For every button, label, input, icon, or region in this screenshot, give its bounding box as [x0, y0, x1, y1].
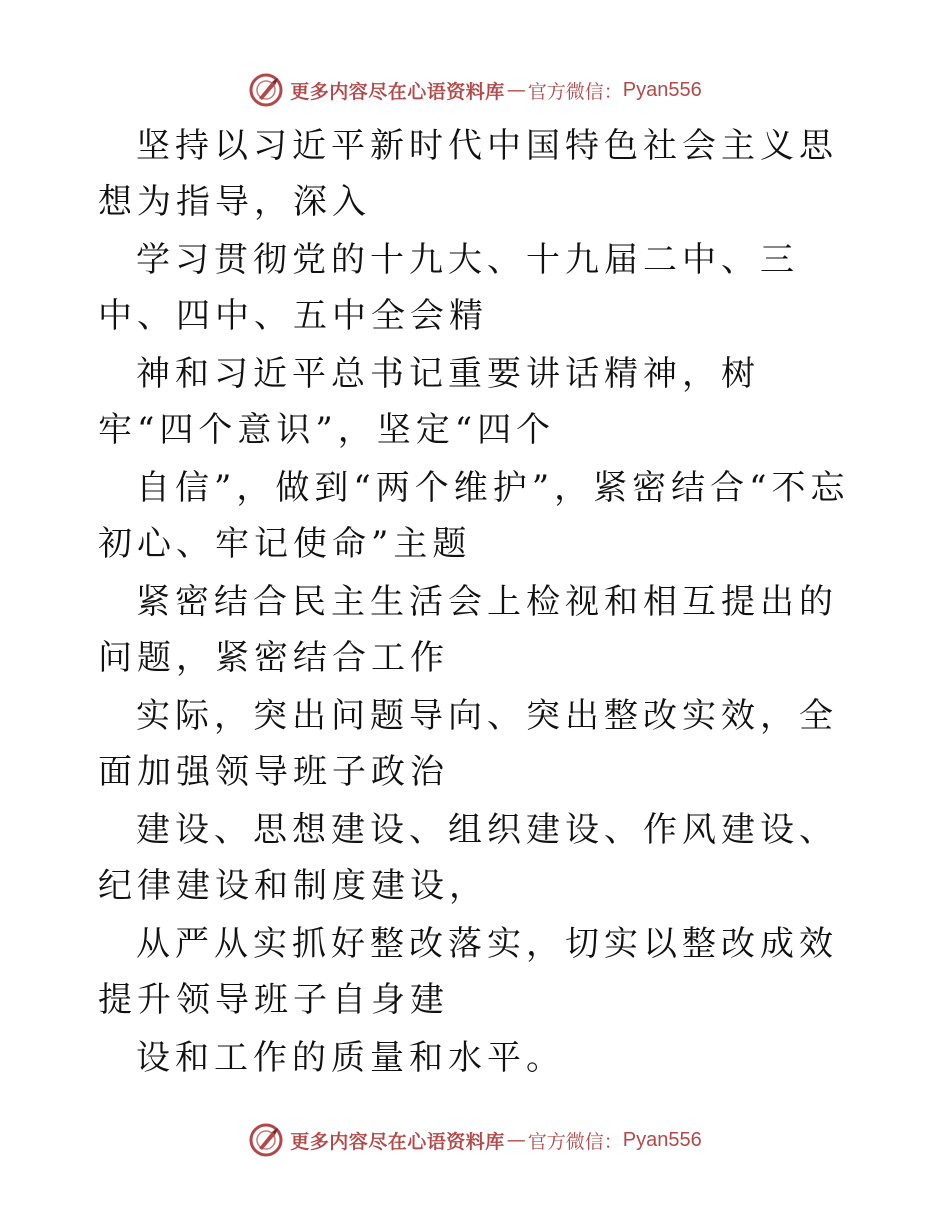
- body-paragraph: 神和习近平总书记重要讲话精神，树牢“四个意识”，坚定“四个: [98, 354, 760, 450]
- document-body: [98, 118, 858, 1086]
- body-paragraph: 从严从实抓好整改落实，切实以整改成效提升领导班子自身建: [98, 924, 838, 1020]
- body-paragraph: 学习贯彻党的十九大、十九届二中、三中、四中、五中全会精: [98, 240, 799, 336]
- banner-wechat-label: 官方微信：: [527, 1130, 623, 1153]
- body-paragraph: 坚持以习近平新时代中国特色社会主义思想为指导，深入: [98, 126, 838, 222]
- header-banner: [0, 70, 950, 110]
- banner-separator: —: [506, 1129, 526, 1151]
- body-paragraph: 建设、思想建设、组织建设、作风建设、纪律建设和制度建设，: [98, 810, 838, 906]
- banner-wechat-id: Pyan556: [622, 78, 702, 101]
- footer-banner: [0, 1120, 950, 1160]
- pen-nib-logo-icon: [248, 1122, 284, 1158]
- body-paragraph: 设和工作的质量和水平。: [136, 1038, 565, 1078]
- banner-wechat-id: Pyan556: [622, 1128, 702, 1151]
- body-paragraph: 自信”，做到“两个维护”，紧密结合“不忘初心、牢记使命”主题: [98, 468, 850, 564]
- banner-wechat-label: 官方微信：: [527, 80, 623, 103]
- pen-nib-logo-icon: [248, 72, 284, 108]
- body-paragraph: 紧密结合民主生活会上检视和相互提出的问题，紧密结合工作: [98, 582, 838, 678]
- banner-separator: —: [506, 79, 526, 101]
- banner-brand-text: 更多内容尽在心语资料库: [290, 80, 505, 103]
- body-paragraph: 实际，突出问题导向、突出整改实效，全面加强领导班子政治: [98, 696, 838, 792]
- banner-brand-text: 更多内容尽在心语资料库: [290, 1130, 505, 1153]
